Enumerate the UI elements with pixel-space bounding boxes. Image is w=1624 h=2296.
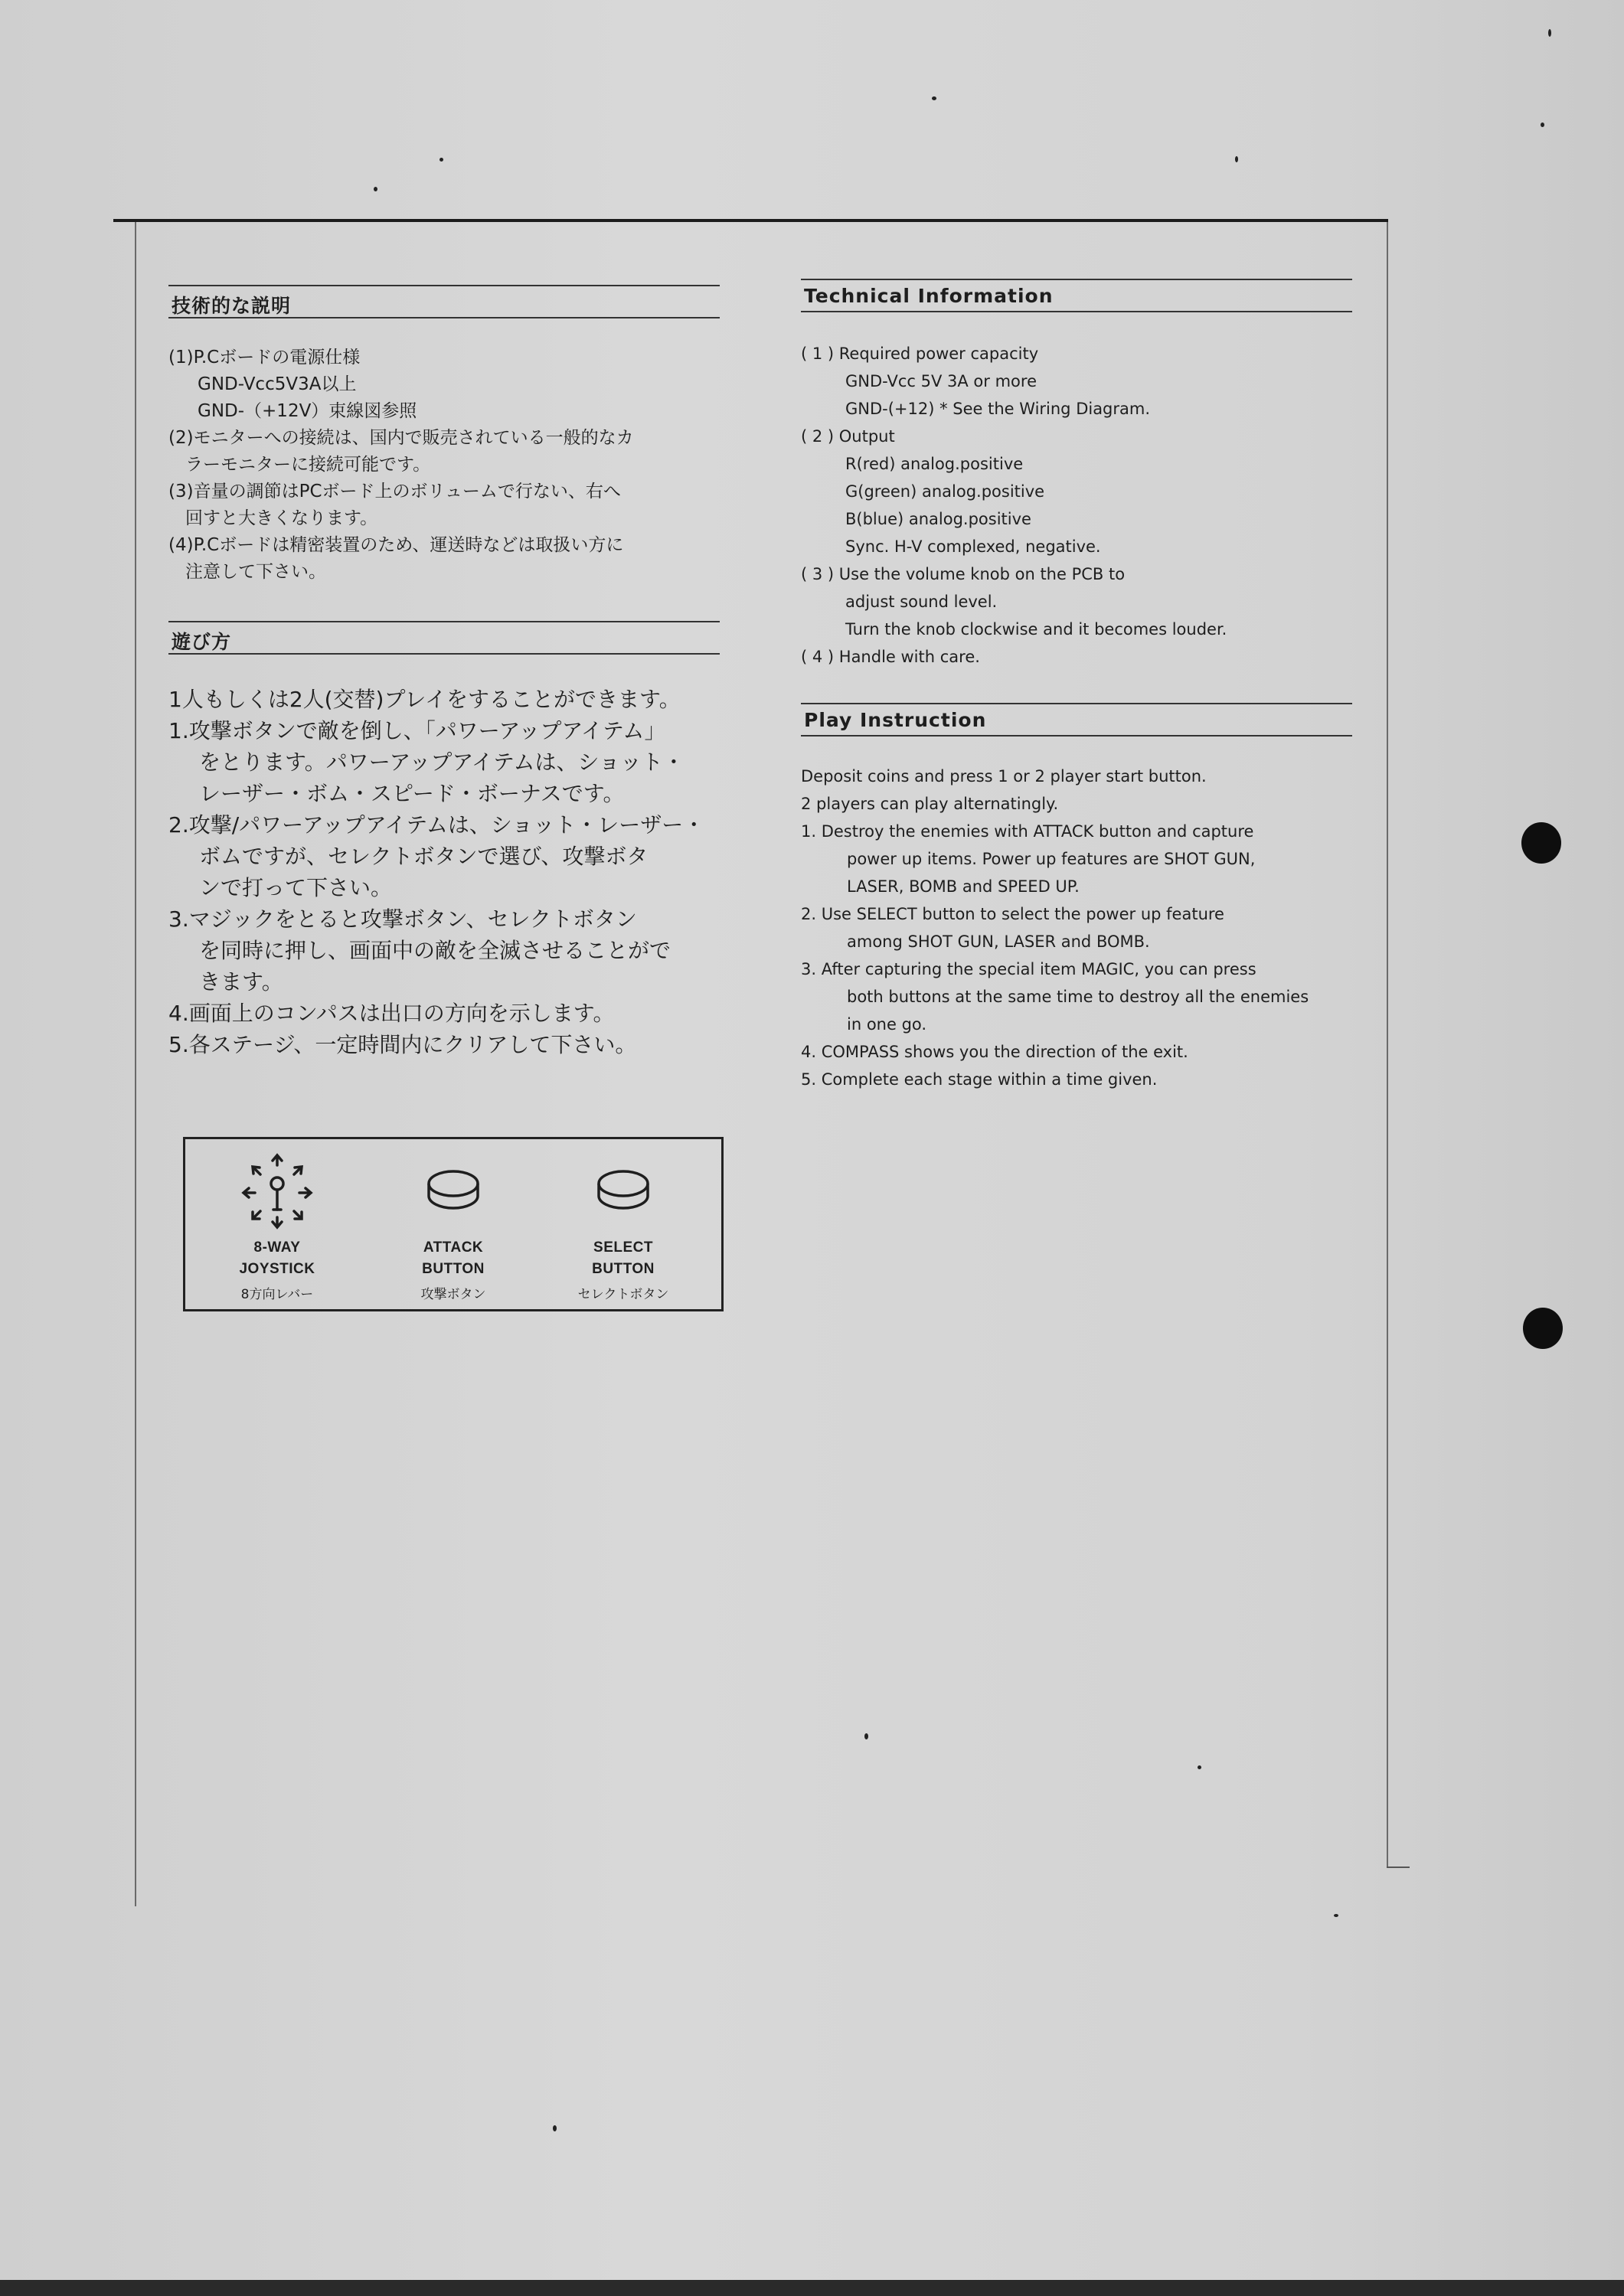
scan-speck [439,158,443,162]
text-line: ンで打って下さい。 [199,875,393,900]
heading-rule [801,279,1352,280]
heading-underline [168,317,720,318]
text-line: R(red) analog.positive [845,455,1024,473]
text-line: Deposit coins and press 1 or 2 player start button. [801,767,1207,785]
page-frame-right-border [1387,222,1388,1868]
scan-speck [1198,1765,1201,1769]
scan-speck [864,1733,868,1739]
page-frame-corner [1387,1867,1410,1868]
japanese-column [168,280,720,1060]
attack-label: BUTTON [422,1261,485,1277]
text-line: 2. Use SELECT button to select the power up feature [801,905,1224,923]
text-line: きます。 [199,969,283,994]
scan-speck [1334,1914,1338,1917]
heading-underline [168,653,720,655]
text-line: LASER, BOMB and SPEED UP. [847,877,1080,896]
joystick-jp-label: 8方向レバー [240,1287,314,1302]
en-play-list [801,763,1352,1093]
heading-underline [801,311,1352,312]
button-icon [581,1153,665,1230]
text-line: 回すと大きくなります。 [185,508,378,528]
text-line: ( 4 ) Handle with care. [801,648,980,666]
text-line: 1人もしくは2人(交替)プレイをすることができます。 [168,687,681,712]
jp-play-heading-block [168,616,720,659]
scan-speck [1235,156,1238,162]
joystick-label: 8-WAY [253,1239,301,1256]
text-line: among SHOT GUN, LASER and BOMB. [847,932,1150,951]
text-line: ラーモニターに接続可能です。 [185,455,431,475]
text-line: 1.攻撃ボタンで敵を倒し、「パワーアップアイテム」 [168,718,666,743]
text-line: ボムですが、セレクトボタンで選び、攻撃ボタ [199,844,649,869]
heading-rule [168,621,720,622]
jp-tech-list [168,345,720,586]
english-column [801,274,1352,1093]
text-line: レーザー・ボム・スピード・ボーナスです。 [199,781,625,806]
en-tech-heading: Technical Information [804,285,1054,307]
text-line: in one go. [847,1015,927,1034]
page-frame-left-border [135,222,136,1906]
text-line: power up items. Power up features are SHOT GUN, [847,850,1256,868]
text-line: GND-Vcc5V3A以上 [198,374,357,394]
jp-play-list [168,684,720,1060]
text-line: (3)音量の調節はPCボード上のボリュームで行ない、右へ [168,482,621,501]
text-line: 4. COMPASS shows you the direction of the exit. [801,1043,1188,1061]
text-line: 5. Complete each stage within a time given. [801,1070,1158,1089]
attack-label: ATTACK [423,1239,484,1256]
text-line: Sync. H-V complexed, negative. [845,537,1101,556]
jp-tech-heading: 技術的な説明 [172,295,292,317]
text-line: 3.マジックをとると攻撃ボタン、セレクトボタン [168,906,637,932]
text-line: 4.画面上のコンパスは出口の方向を示します。 [168,1001,615,1026]
scan-speck [553,2125,557,2131]
text-line: Turn the knob clockwise and it becomes louder. [845,620,1227,639]
text-line: ( 3 ) Use the volume knob on the PCB to [801,565,1126,583]
text-line: (4)P.Cボードは精密装置のため、運送時などは取扱い方に [168,535,624,555]
text-line: ( 2 ) Output [801,427,895,446]
scanner-bottom-edge [0,2280,1624,2296]
text-line: 2 players can play alternatingly. [801,795,1059,813]
scan-speck [932,96,936,100]
text-line: 注意して下さい。 [185,562,326,582]
heading-underline [801,735,1352,736]
controls-diagram [183,1137,724,1311]
button-icon [411,1153,495,1230]
text-line: GND-（+12V）束線図参照 [198,401,417,421]
attack-jp-label: 攻撃ボタン [420,1287,486,1302]
text-line: 3. After capturing the special item MAGIC, you can press [801,960,1256,978]
text-line: ( 1 ) Required power capacity [801,345,1039,363]
text-line: both buttons at the same time to destroy all the enemies [847,988,1309,1006]
text-line: G(green) analog.positive [845,482,1045,501]
page-frame-top-border [113,219,1388,222]
text-line: 2.攻撃/パワーアップアイテムは、ショット・レーザー・ [168,812,705,838]
text-line: 5.各ステージ、一定時間内にクリアして下さい。 [168,1032,637,1057]
en-tech-heading-block [801,274,1352,317]
select-label: BUTTON [592,1261,655,1277]
heading-rule [168,285,720,286]
en-play-heading-block [801,698,1352,741]
text-line: 1. Destroy the enemies with ATTACK button and capture [801,822,1254,841]
en-tech-list [801,340,1352,671]
jp-tech-heading-block [168,280,720,323]
joystick-control [193,1153,361,1305]
text-line: B(blue) analog.positive [845,510,1031,528]
select-control [539,1153,707,1305]
heading-rule [801,703,1352,704]
en-play-heading: Play Instruction [804,709,987,731]
punch-hole [1521,822,1561,864]
text-line: adjust sound level. [845,593,998,611]
text-line: をとります。パワーアップアイテムは、ショット・ [199,750,685,775]
text-line: を同時に押し、画面中の敵を全滅させることがで [199,938,671,963]
text-line: GND-Vcc 5V 3A or more [845,372,1037,390]
select-label: SELECT [593,1239,653,1256]
scan-speck [1548,29,1551,37]
scan-speck [1541,122,1544,127]
select-jp-label: セレクトボタン [577,1287,669,1302]
joystick-label: JOYSTICK [239,1261,315,1277]
joystick-icon [235,1153,319,1230]
jp-play-heading: 遊び方 [172,631,232,653]
text-line: (1)P.Cボードの電源仕様 [168,348,361,367]
scan-speck [374,187,377,191]
punch-hole [1523,1308,1563,1349]
attack-control [369,1153,538,1305]
text-line: GND-(+12) * See the Wiring Diagram. [845,400,1151,418]
text-line: (2)モニターへの接続は、国内で販売されている一般的なカ [168,428,634,448]
